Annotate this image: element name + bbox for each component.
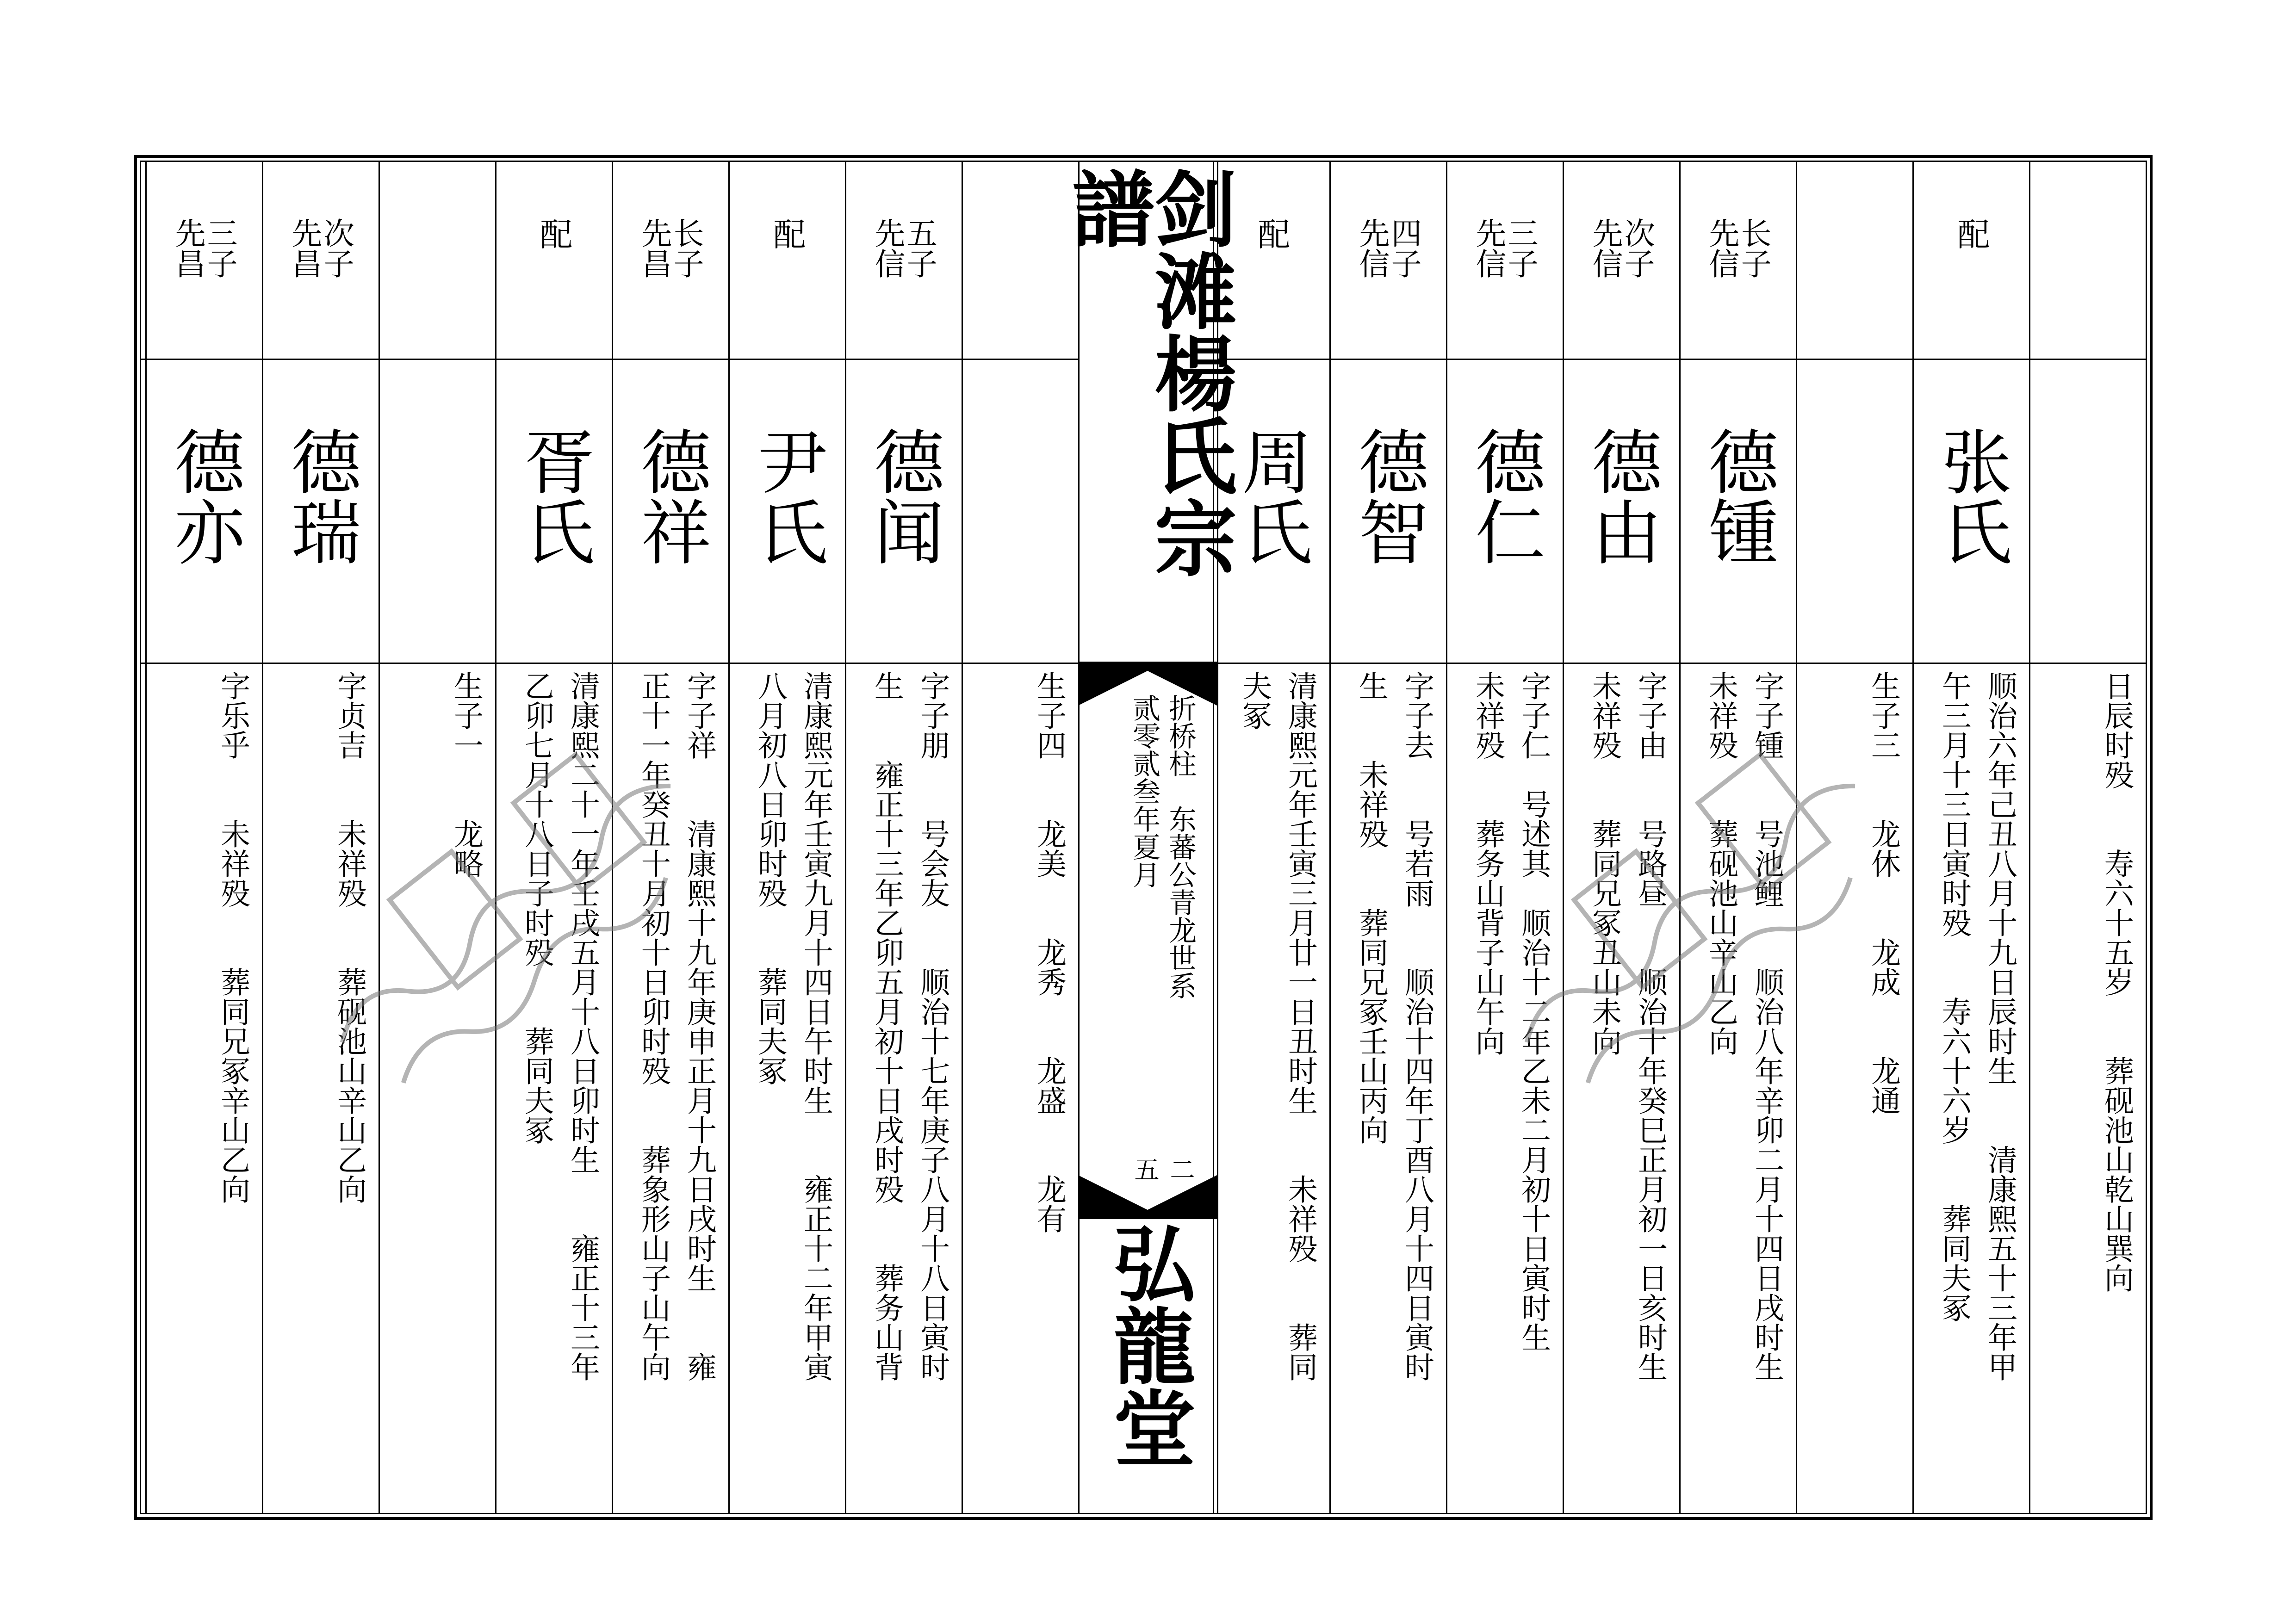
person-name-text: 德仁 xyxy=(1464,426,1545,566)
relation-label xyxy=(1912,217,2029,296)
relation-part: 配 xyxy=(534,217,573,250)
person-name-text: 周氏 xyxy=(1230,426,1312,566)
hall-name: 弘龍堂 xyxy=(1099,1221,1196,1468)
relation-part: 三子先昌 xyxy=(170,217,238,279)
biography-text: 顺治六年己丑八月十九日辰时生 清康熙五十三年甲 午三月十三日寅时殁 寿六十六岁 葬同夫冢 xyxy=(1936,671,2017,1381)
biography xyxy=(845,671,962,1508)
biography-text: 字子由 号路昼 顺治十年癸巳正月初一日亥时生 未祥殁 葬同兄冢丑山未向 xyxy=(1587,671,1667,1381)
biography xyxy=(2029,671,2146,1508)
spine-middle xyxy=(1078,694,1217,1203)
relation-label xyxy=(1563,217,1679,296)
relation-part: 长子先信 xyxy=(1704,217,1772,279)
biography-text: 字子仁 号述其 顺治十二年乙未二月初十日寅时生 未祥殁 葬务山背子山午向 xyxy=(1470,671,1551,1352)
biography-text: 字子朋 号会友 顺治十七年庚子八月十八日寅时 生 雍正十三年乙卯五月初十日戌时殁 葬务山背 xyxy=(869,671,949,1381)
person-name-text: 尹氏 xyxy=(746,426,828,566)
relation-part: 四子先信 xyxy=(1354,217,1422,279)
relation-part: 次子先信 xyxy=(1587,217,1655,279)
biography xyxy=(962,671,1078,1508)
relation-label xyxy=(2029,217,2146,296)
relation-label xyxy=(612,217,728,296)
person-name-text: 德祥 xyxy=(629,426,711,566)
relation-label xyxy=(728,217,845,296)
relation-label xyxy=(1796,217,1912,296)
person-name xyxy=(1912,426,2029,566)
biography-text: 清康熙二十一年壬戌五月十八日卯时生 雍正十三年 乙卯七月十八日子时殁 葬同夫冢 xyxy=(519,671,600,1381)
relation-part: 配 xyxy=(1952,217,1990,250)
watermark-stamp-left xyxy=(241,578,819,1272)
relation-label xyxy=(262,217,379,296)
person-name xyxy=(262,426,379,566)
person-name xyxy=(1679,426,1796,566)
relation-part: 配 xyxy=(768,217,806,250)
person-name xyxy=(728,426,845,566)
biography-text: 字乐乎 未祥殁 葬同兄冢辛山乙向 xyxy=(216,671,250,1204)
genealogy-column xyxy=(845,0,962,1527)
person-name xyxy=(845,426,962,566)
relation-part: 长子先昌 xyxy=(636,217,704,279)
biography xyxy=(1213,671,1329,1508)
relation-label xyxy=(145,217,262,296)
biography-text: 清康熙元年壬寅三月廿一日丑时生 未祥殁 葬同 夫冢 xyxy=(1237,671,1317,1381)
person-name xyxy=(1563,426,1679,566)
relation-part: 三子先信 xyxy=(1471,217,1539,279)
page-number: 二五 xyxy=(1130,1157,1195,1182)
biography-text: 日辰时殁 寿六十五岁 葬砚池山乾山巽向 xyxy=(2099,671,2134,1293)
biography-text: 生子一 龙略 xyxy=(449,671,483,878)
bottom-chevron-band xyxy=(1078,1175,1217,1219)
person-name xyxy=(1329,426,1446,566)
relation-label xyxy=(379,217,495,296)
biography-text: 字子锺 号池鲤 顺治八年辛卯二月十四日戌时生 未祥殁 葬砚池山辛山乙向 xyxy=(1703,671,1784,1381)
relation-part: 配 xyxy=(1252,217,1291,250)
watermark-stamp-right xyxy=(1425,578,2004,1272)
person-name-text: 德智 xyxy=(1347,426,1429,566)
genealogy-column xyxy=(2029,0,2146,1527)
biography-text: 生子三 龙休 龙成 龙通 xyxy=(1866,671,1900,1115)
biography-text: 字子去 号若雨 顺治十四年丁酉八月十四日寅时 生 未祥殁 葬同兄冢壬山丙向 xyxy=(1353,671,1434,1381)
relation-label xyxy=(1679,217,1796,296)
person-name-text: 德瑞 xyxy=(279,426,361,566)
genealogy-title: 剑滩楊氏宗譜 xyxy=(1058,167,1237,578)
person-name xyxy=(1446,426,1563,566)
biography-text: 清康熙元年壬寅九月十四日午时生 雍正十二年甲寅 八月初八日卯时殁 葬同夫冢 xyxy=(752,671,833,1381)
person-name-text: 德锺 xyxy=(1697,426,1779,566)
person-name-text: 胥氏 xyxy=(513,426,595,566)
person-name xyxy=(612,426,728,566)
person-name-text: 德闻 xyxy=(863,426,944,566)
person-name-text: 张氏 xyxy=(1930,426,2012,566)
relation-label xyxy=(1329,217,1446,296)
relation-part: 次子先昌 xyxy=(286,217,354,279)
biography-text: 字贞吉 未祥殁 葬砚池山辛山乙向 xyxy=(332,671,366,1204)
person-name-text: 德亦 xyxy=(163,426,245,566)
relation-label xyxy=(1446,217,1563,296)
lineage-note: 折桥柱 东蕃公青龙世系 贰零贰叁年夏月 xyxy=(1128,694,1197,999)
relation-label xyxy=(495,217,612,296)
person-name-text: 德由 xyxy=(1580,426,1662,566)
biography-text: 生子四 龙美 龙秀 龙盛 龙有 xyxy=(1032,671,1066,1233)
person-name xyxy=(145,426,262,566)
person-name xyxy=(495,426,612,566)
biography-text: 字子祥 清康熙十九年庚申正月十九日戌时生 雍 正十一年癸丑十月初十日卯时殁 葬象形山子山午向 xyxy=(636,671,716,1381)
relation-part: 五子先信 xyxy=(869,217,937,279)
relation-label xyxy=(845,217,962,296)
